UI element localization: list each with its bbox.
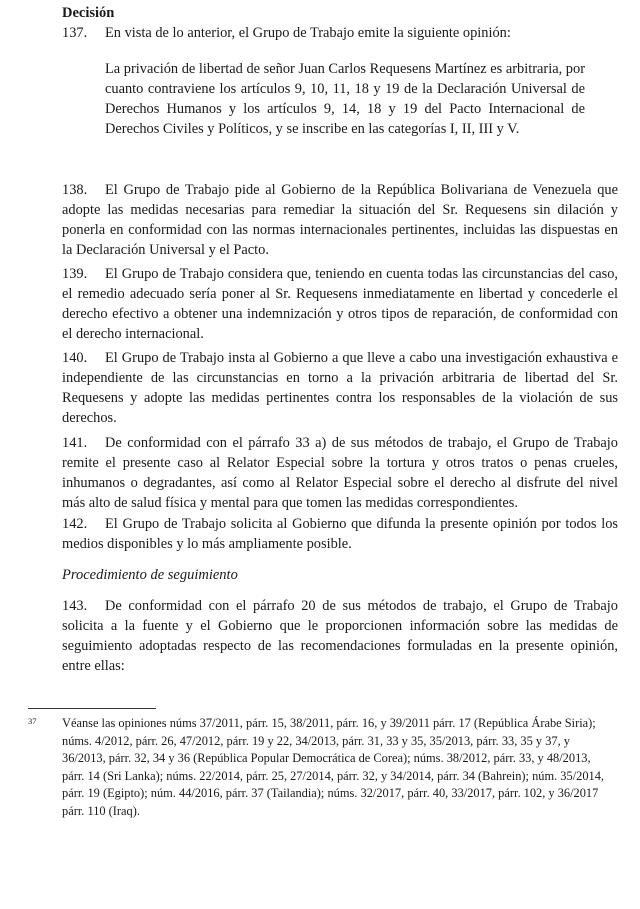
- paragraph-139: [62, 264, 618, 344]
- paragraph-number: 143.: [62, 598, 88, 614]
- paragraph-140: [62, 348, 618, 428]
- paragraph-number: 141.: [62, 435, 88, 451]
- paragraph-141: [62, 433, 618, 513]
- footnote-text: Véanse las opiniones núms 37/2011, párr. 15, 38/2011, párr. 16, y 39/2011 párr. 17 (República Árabe Siria); núms. 4/2012, párr. 26, 47/2012, párr. 19 y 22, 34/2013, párr. 31, 33 y 35, 35/2013, párr. 33, 35 y 37, y 36/2013, párr. 32, 34 y 36 (República Popular Democrática de Corea); núms. 38/2012, párr. 33, y 48/2013, párr. 14 (Sri Lanka); núms. 22/2014, párr. 25, 27/2014, párr. 32, y 34/2014, párr. 34 (Bahrein); núm. 35/2014, párr. 19 (Egipto); núm. 44/2016, párr. 37 (Tailandia); núms. 32/2017, párr. 40, 33/2017, párr. 102, y 36/2017 párr. 110 (Iraq).: [62, 716, 605, 818]
- footnote-divider: [28, 708, 156, 709]
- paragraph-number: 138.: [62, 182, 88, 198]
- paragraph-number: 140.: [62, 350, 88, 366]
- paragraph-text: El Grupo de Trabajo solicita al Gobierno que difunda la presente opinión por todos los medios disponibles y lo más ampliamente posible.: [62, 516, 618, 552]
- paragraph-143: [62, 596, 618, 676]
- paragraph-number: 139.: [62, 266, 88, 282]
- paragraph-138: [62, 180, 618, 260]
- paragraph-142: [62, 514, 618, 554]
- paragraph-137: [62, 23, 618, 43]
- paragraph-text: El Grupo de Trabajo pide al Gobierno de la República Bolivariana de Venezuela que adopte las medidas necesarias para remediar la situación del Sr. Requesens sin dilación y ponerla en conformidad con las normas internacionales pertinentes, incluidas las dispuestas en la Declaración Universal y el Pacto.: [62, 182, 618, 258]
- paragraph-text: El Grupo de Trabajo insta al Gobierno a que lleve a cabo una investigación exhaustiva e independiente de las circunstancias en torno a la privación arbitraria de libertad del Sr. Requesens y adopte las medidas pertinentes contra los responsables de la violación de sus derechos.: [62, 350, 618, 426]
- paragraph-text: De conformidad con el párrafo 33 a) de sus métodos de trabajo, el Grupo de Trabajo remite el presente caso al Relator Especial sobre la tortura y otros tratos o penas crueles, inhumanos o degradantes, así como al Relator Especial sobre el derecho al disfrute del nivel más alto de salud física y mental para que tomen las medidas correspondientes.: [62, 435, 618, 511]
- paragraph-number: 142.: [62, 516, 88, 532]
- section-subheading-follow-up: Procedimiento de seguimiento: [62, 567, 238, 583]
- section-heading-decision: Decisión: [62, 5, 115, 21]
- paragraph-text: En vista de lo anterior, el Grupo de Trabajo emite la siguiente opinión:: [105, 25, 511, 41]
- footnote-marker: 37: [28, 716, 37, 726]
- paragraph-text: De conformidad con el párrafo 20 de sus métodos de trabajo, el Grupo de Trabajo solicita a la fuente y el Gobierno que le proporcionen información sobre las medidas de seguimiento adoptadas respecto de las recomendaciones formuladas en la presente opinión, entre ellas:: [62, 598, 618, 674]
- opinion-quote: La privación de libertad de señor Juan Carlos Requesens Martínez es arbitraria, por cuanto contraviene los artículos 9, 10, 11, 18 y 19 de la Declaración Universal de Derechos Humanos y los artículos 9, 14, 18 y 19 del Pacto Internacional de Derechos Civiles y Políticos, y se inscribe en las categorías I, II, III y V.: [105, 61, 585, 137]
- paragraph-text: El Grupo de Trabajo considera que, teniendo en cuenta todas las circunstancias del caso, el remedio adecuado sería poner al Sr. Requesens inmediatamente en libertad y concederle el derecho efectivo a obtener una indemnización y otros tipos de reparación, de conformidad con el derecho internacional.: [62, 266, 618, 342]
- footnote-37: [28, 715, 614, 820]
- paragraph-number: 137.: [62, 25, 88, 41]
